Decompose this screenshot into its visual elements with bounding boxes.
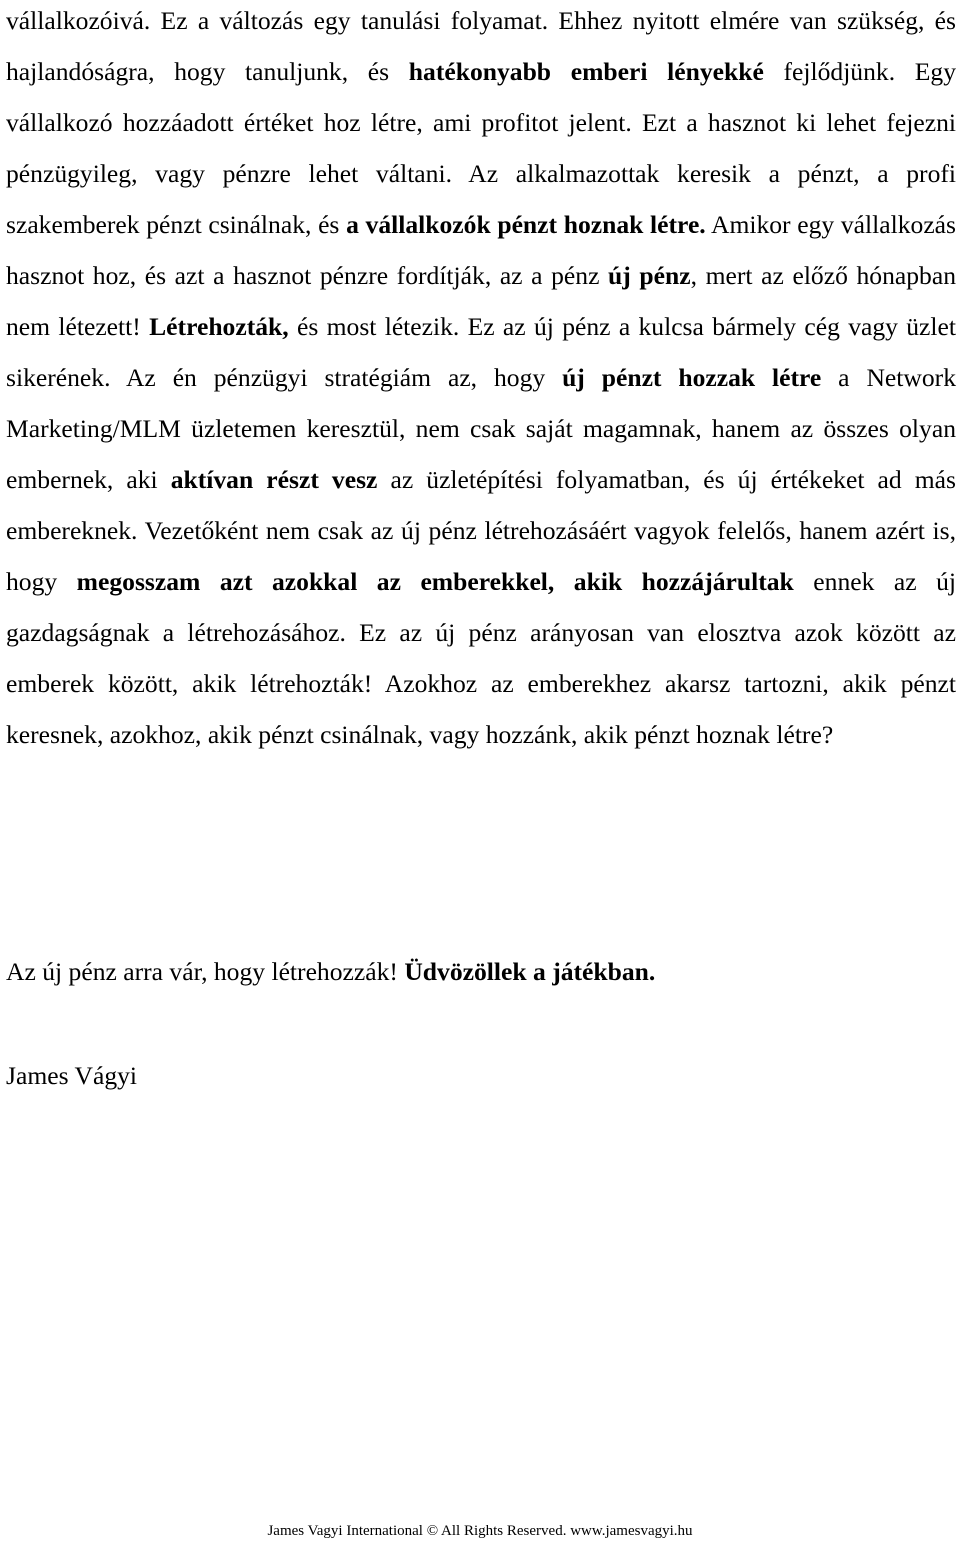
paragraph-text: ennek az új gazdagságnak a létrehozásához. Ez az új pénz arányosan van elosztva azok között az emberek között, akik létrehozták! Azokhoz az emberekhez akarsz tartozni, akik pénzt keresnek, azokhoz, akik pénzt csinálnak, vagy hozzánk, akik pénzt hoznak létre?: [6, 567, 956, 749]
emphasis-text: új pénz: [608, 261, 691, 290]
paragraph-text: Amikor egy vállalkozás hasznot hoz, és azt a hasznot pénzre fordítják, az a pénz: [6, 210, 956, 290]
emphasis-text: hatékonyabb emberi lényekké: [408, 57, 764, 86]
paragraph-text: az üzletépítési folyamatban, és új értékeket ad más embereknek. Vezetőként nem csak az új pénz létrehozásáért vagyok felelős, hanem azért is, hogy: [6, 465, 956, 596]
paragraph-text: vállalkozóivá. Ez a változás egy tanulási folyamat. Ehhez nyitott elmére van szükség, és hajlandóságra, hogy tanuljunk, és: [6, 6, 956, 86]
emphasis-text: Létrehozták,: [149, 312, 289, 341]
document-page: [6, 0, 956, 1090]
paragraph-text: a Network Marketing/MLM üzletemen keresztül, nem csak saját magamnak, hanem az összes olyan embernek, aki: [6, 363, 956, 494]
emphasis-text: új pénzt hozzak létre: [562, 363, 822, 392]
emphasis-text: aktívan részt vesz: [170, 465, 378, 494]
emphasis-text: megosszam azt azokkal az emberekkel, akik hozzájárultak: [76, 567, 794, 596]
closing-line: [6, 946, 655, 997]
signature: James Vágyi: [6, 1061, 138, 1090]
page-footer: James Vagyi International © All Rights Reserved. www.jamesvagyi.hu: [267, 1523, 693, 1539]
closing-text: Az új pénz arra vár, hogy létrehozzák!: [6, 957, 405, 986]
main-paragraph: [6, 0, 956, 760]
emphasis-text: a vállalkozók pénzt hoznak létre.: [346, 210, 706, 239]
paragraph-text: és most létezik. Ez az új pénz a kulcsa bármely cég vagy üzlet sikerének. Az én pénzügyi stratégiám az, hogy: [6, 312, 956, 392]
closing-emphasis: Üdvözöllek a játékban.: [404, 957, 656, 986]
paragraph-text: fejlődjünk. Egy vállalkozó hozzáadott értéket hoz létre, ami profitot jelent. Ezt a hasznot ki lehet fejezni pénzügyileg, vagy pénzre lehet váltani. Az alkalmazottak keresik a pénzt, a profi szakemberek pénzt csinálnak, és: [6, 57, 956, 239]
paragraph-text: , mert az előző hónapban nem létezett!: [6, 261, 956, 341]
